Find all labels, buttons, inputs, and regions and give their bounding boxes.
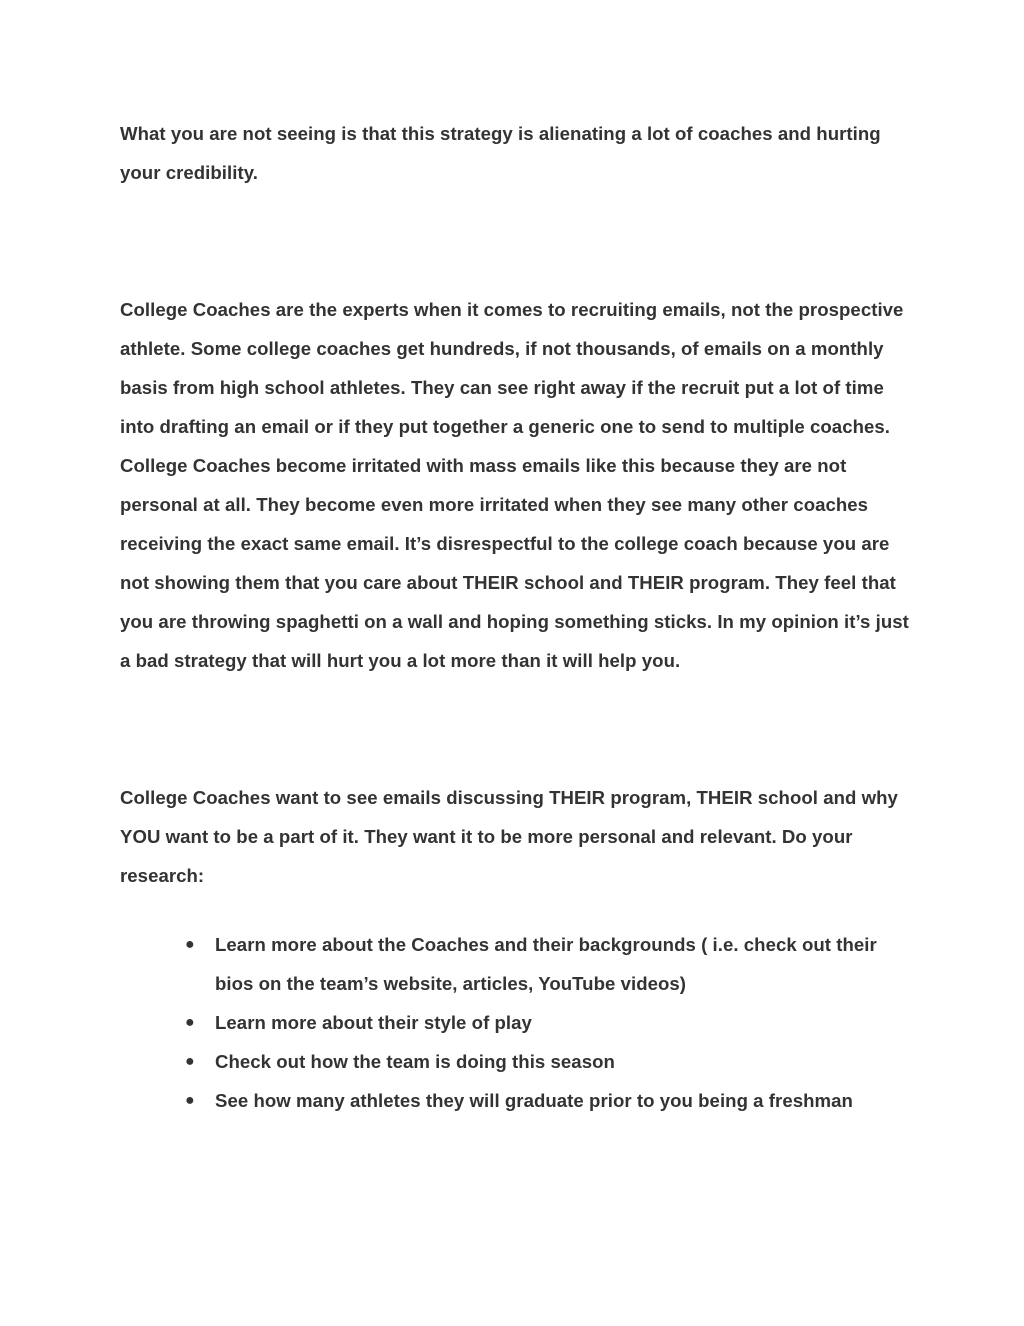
list-item xyxy=(185,1081,910,1120)
list-item-text: See how many athletes they will graduate prior to you being a freshman xyxy=(215,1090,853,1111)
paragraph-intro: What you are not seeing is that this strategy is alienating a lot of coaches and hurting your credibility. xyxy=(120,123,881,183)
document-page xyxy=(120,114,910,1120)
paragraph-research: College Coaches want to see emails discussing THEIR program, THEIR school and why YOU want to be a part of it. They want it to be more personal and relevant. Do your research: xyxy=(120,787,898,886)
bullet-icon: ● xyxy=(185,1053,195,1070)
bullet-icon: ● xyxy=(185,1014,195,1031)
research-bullet-list xyxy=(120,925,910,1120)
paragraph-coaches-experts: College Coaches are the experts when it comes to recruiting emails, not the prospective athlete. Some college coaches get hundreds, if not thousands, of emails on a monthly basis from high school athletes. They can see right away if the recruit put a lot of time into drafting an email or if they put together a generic one to send to multiple coaches. College Coaches become irritated with mass emails like this because they are not personal at all. They become even more irritated when they see many other coaches receiving the exact same email. It’s disrespectful to the college coach because you are not showing them that you care about THEIR school and THEIR program. They feel that you are throwing spaghetti on a wall and hoping something sticks. In my opinion it’s just a bad strategy that will hurt you a lot more than it will help you. xyxy=(120,299,909,671)
list-item-text: Check out how the team is doing this season xyxy=(215,1051,615,1072)
list-item xyxy=(185,1003,910,1042)
list-item-text: Learn more about their style of play xyxy=(215,1012,532,1033)
list-item xyxy=(185,1042,910,1081)
list-item-text: Learn more about the Coaches and their backgrounds ( i.e. check out their bios on the team’s website, articles, YouTube videos) xyxy=(215,934,877,994)
bullet-icon: ● xyxy=(185,1092,195,1109)
bullet-icon: ● xyxy=(185,936,195,953)
list-item xyxy=(185,925,910,1003)
